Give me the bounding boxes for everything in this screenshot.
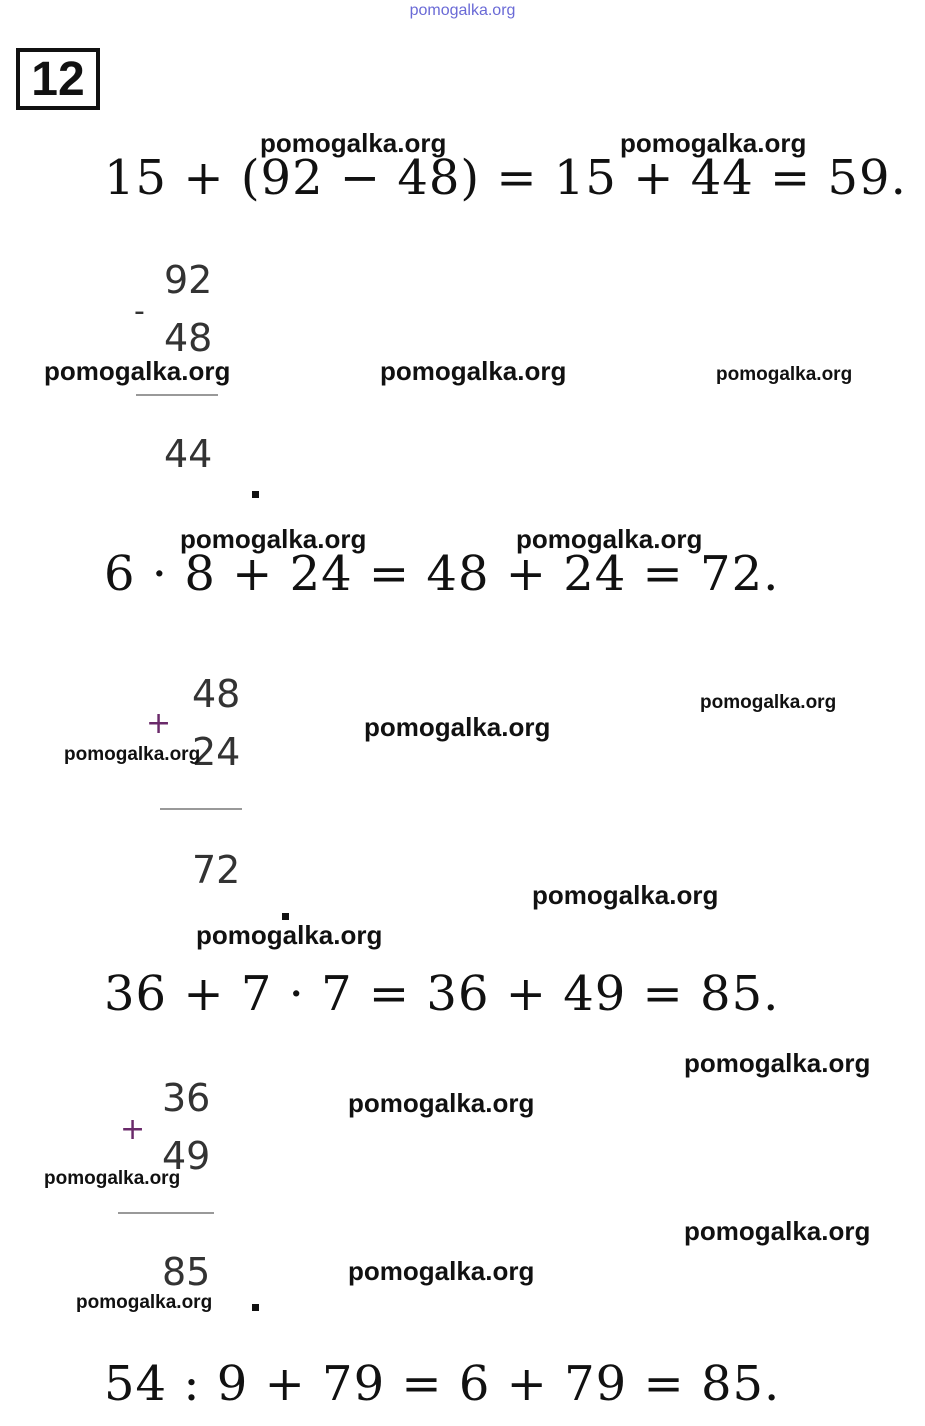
column-3-result: 85 [162,1250,211,1294]
watermark: pomogalka.org [260,128,447,158]
watermark: pomogalka.org [620,128,807,158]
watermark: pomogalka.org [196,920,383,950]
watermark: pomogalka.org [380,356,567,386]
watermark: pomogalka.org [44,1168,181,1189]
column-2-top: 48 [192,672,241,716]
task-number-box [16,48,100,110]
watermark: pomogalka.org [516,524,703,554]
watermark-top: pomogalka.org [409,2,516,19]
column-3-line [118,1212,214,1214]
watermark: pomogalka.org [348,1088,535,1118]
period-dot-3 [252,1304,259,1311]
watermark: pomogalka.org [76,1292,213,1313]
watermark: pomogalka.org [180,524,367,554]
column-1-top: 92 [164,258,213,302]
period-dot-2 [282,913,289,920]
watermark: pomogalka.org [364,712,551,742]
watermark: pomogalka.org [44,356,231,386]
column-2-line [160,808,242,810]
column-1-line [136,394,218,396]
watermark: pomogalka.org [64,744,201,765]
period-dot-1 [252,491,259,498]
column-2-bottom: 24 [192,730,241,774]
watermark: pomogalka.org [348,1256,535,1286]
equation-3: 36 + 7 · 7 = 36 + 49 = 85. [104,966,780,1022]
watermark: pomogalka.org [700,692,837,713]
column-2-result: 72 [192,848,241,892]
column-1-bottom: 48 [164,316,213,360]
equation-1: 15 + (92 − 48) = 15 + 44 = 59. [104,150,907,206]
equation-2: 6 · 8 + 24 = 48 + 24 = 72. [104,546,780,602]
column-1-result: 44 [164,432,213,476]
column-3-bottom: 49 [162,1134,211,1178]
column-2-sign: + [146,706,172,741]
column-3-sign: + [120,1112,146,1147]
watermark: pomogalka.org [532,880,719,910]
column-1-sign: - [134,294,145,329]
column-3-top: 36 [162,1076,211,1120]
watermark: pomogalka.org [684,1216,871,1246]
watermark: pomogalka.org [716,364,853,385]
watermark: pomogalka.org [684,1048,871,1078]
equation-4: 54 : 9 + 79 = 6 + 79 = 85. [104,1356,781,1412]
task-number: 12 [31,52,85,106]
